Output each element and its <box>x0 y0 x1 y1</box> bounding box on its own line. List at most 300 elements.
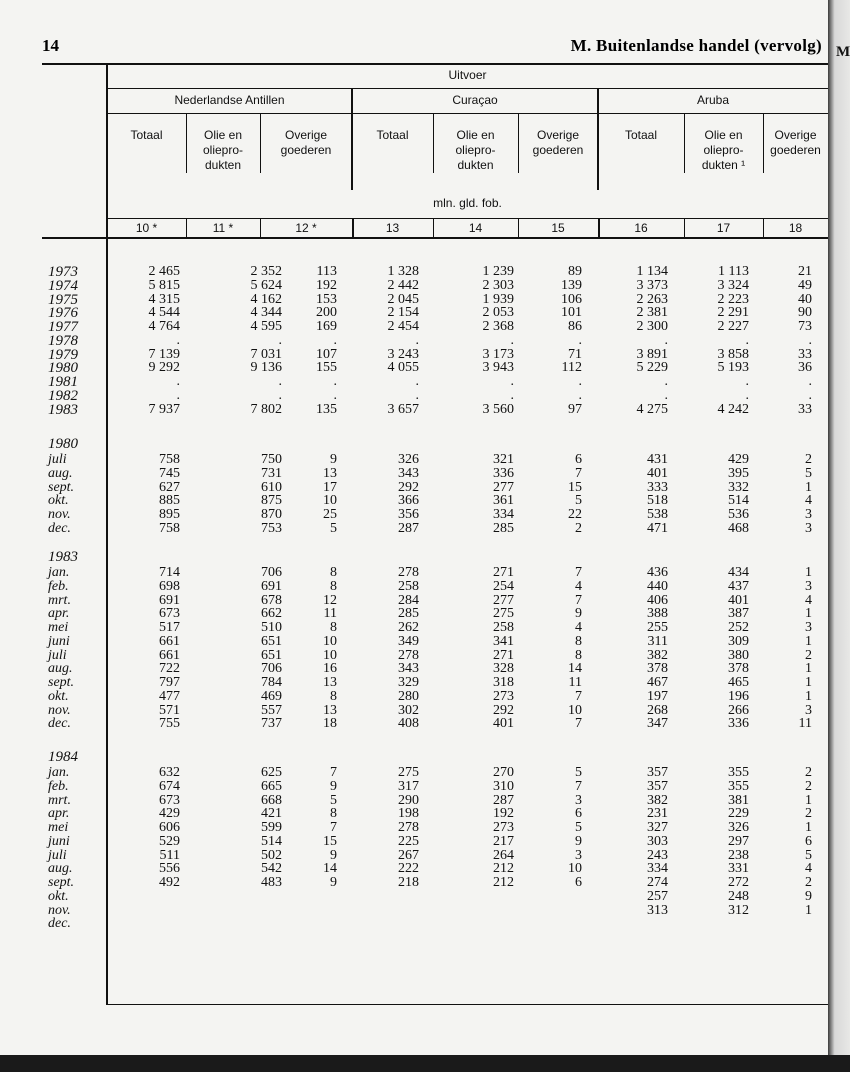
cell-value: 625 <box>261 765 282 780</box>
table-row <box>0 508 828 522</box>
cell-value: 336 <box>728 716 749 732</box>
cell-value: 468 <box>728 520 749 536</box>
cell-value: 273 <box>493 688 514 704</box>
cell-value: 542 <box>261 861 282 877</box>
cell-value: 275 <box>493 606 514 622</box>
cell-value: 571 <box>159 702 180 718</box>
cell-value: 3 <box>805 702 812 718</box>
cell-value: 599 <box>261 820 282 835</box>
row-label: 1975 <box>48 291 78 308</box>
row-label: dec. <box>48 916 71 932</box>
cell-value: 750 <box>261 452 282 467</box>
cell-value: 275 <box>398 765 419 780</box>
cell-value: 11 <box>798 716 812 732</box>
cell-value: 401 <box>647 465 668 481</box>
cell-value: 4 242 <box>717 401 749 417</box>
header-region: Curaçao <box>452 93 498 107</box>
cell-value: 536 <box>728 507 749 522</box>
cell-value: . <box>808 332 812 348</box>
row-label: juni <box>48 833 70 849</box>
cell-value: 4 275 <box>636 401 668 417</box>
cell-value: . <box>278 374 282 389</box>
cell-value: 17 <box>323 479 337 495</box>
cell-value: 469 <box>261 688 282 704</box>
cell-value: 706 <box>261 565 282 580</box>
rule <box>107 218 828 219</box>
cell-value: 2 <box>805 452 812 467</box>
table-row <box>0 375 828 389</box>
cell-value: . <box>176 387 180 403</box>
cell-value: 262 <box>398 620 419 635</box>
cell-value: 349 <box>398 633 419 649</box>
row-label: nov. <box>48 702 71 718</box>
cell-value: 10 <box>323 647 337 663</box>
table-row <box>0 635 828 649</box>
cell-value: 1 <box>805 675 812 690</box>
row-label: aug. <box>48 861 73 877</box>
cell-value: 2 381 <box>636 305 668 321</box>
cell-value: 2 <box>805 806 812 822</box>
cell-value: 6 <box>805 833 812 849</box>
cell-value: 661 <box>159 633 180 649</box>
cell-value: 4 544 <box>148 305 180 321</box>
cell-value: 401 <box>728 592 749 608</box>
cell-value: 327 <box>647 820 668 835</box>
cell-value: 9 <box>575 833 582 849</box>
cell-value: 674 <box>159 778 180 794</box>
cell-value: 40 <box>798 291 812 307</box>
section-title: M. Buitenlandse handel (vervolg) <box>570 36 822 55</box>
cell-value: 1 <box>805 606 812 622</box>
cell-value: 510 <box>261 620 282 635</box>
cell-value: 303 <box>647 833 668 849</box>
cell-value: 267 <box>398 847 419 863</box>
cell-value: 875 <box>261 493 282 509</box>
cell-value: 90 <box>798 305 812 321</box>
cell-value: 333 <box>647 479 668 495</box>
table-row <box>0 717 828 731</box>
cell-value: 6 <box>575 806 582 822</box>
cell-value: 8 <box>330 578 337 594</box>
cell-value: . <box>333 332 337 348</box>
row-label: nov. <box>48 507 71 522</box>
cell-value: 406 <box>647 592 668 608</box>
cell-value: . <box>333 387 337 403</box>
row-label: 1973 <box>48 264 78 280</box>
cell-value: 33 <box>798 401 812 417</box>
column-number: 15 <box>551 221 565 235</box>
cell-value: 287 <box>493 792 514 808</box>
cell-value: 2 053 <box>482 305 514 321</box>
cell-value: 97 <box>568 401 582 417</box>
column-number: 16 <box>634 221 648 235</box>
cell-value: 492 <box>159 875 180 890</box>
cell-value: 313 <box>647 902 668 918</box>
cell-value: 310 <box>493 778 514 794</box>
cell-value: 332 <box>728 479 749 495</box>
cell-value: 388 <box>647 606 668 622</box>
cell-value: 357 <box>647 765 668 780</box>
cell-value: 328 <box>493 661 514 677</box>
cell-value: . <box>415 332 419 348</box>
cell-value: 198 <box>398 806 419 822</box>
cell-value: 264 <box>493 847 514 863</box>
cell-value: 8 <box>330 565 337 580</box>
cell-value: 7 <box>575 592 582 608</box>
cell-value: 467 <box>647 675 668 690</box>
next-page-edge <box>828 0 850 1055</box>
cell-value: 274 <box>647 875 668 890</box>
cell-value: 222 <box>398 861 419 877</box>
cell-value: 278 <box>398 647 419 663</box>
row-label: sept. <box>48 875 75 890</box>
cell-value: 758 <box>159 520 180 536</box>
cell-value: 610 <box>261 479 282 495</box>
cell-value: 440 <box>647 578 668 594</box>
cell-value: 212 <box>493 861 514 877</box>
cell-value: . <box>664 332 668 348</box>
cell-value: . <box>745 374 749 389</box>
row-label: nov. <box>48 902 71 918</box>
column-header: Totaal <box>376 128 409 142</box>
row-label: 1981 <box>48 374 78 390</box>
cell-value: 89 <box>568 264 582 279</box>
cell-value: 5 815 <box>148 277 180 293</box>
cell-value: 311 <box>647 633 668 649</box>
cell-value: 107 <box>316 346 337 362</box>
cell-value: 9 <box>575 606 582 622</box>
cell-value: 7 <box>575 688 582 704</box>
cell-value: 731 <box>261 465 282 481</box>
cell-value: . <box>808 374 812 389</box>
cell-value: . <box>578 374 582 389</box>
cell-value: 9 <box>330 778 337 794</box>
cell-value: 2 <box>805 778 812 794</box>
cell-value: 10 <box>323 493 337 509</box>
cell-value: . <box>664 374 668 389</box>
row-label: feb. <box>48 778 69 794</box>
cell-value: 317 <box>398 778 419 794</box>
cell-value: 11 <box>323 606 337 622</box>
cell-value: 297 <box>728 833 749 849</box>
cell-value: 691 <box>159 592 180 608</box>
cell-value: 1 134 <box>636 264 668 279</box>
cell-value: 8 <box>330 688 337 704</box>
cell-value: 217 <box>493 833 514 849</box>
cell-value: 7 <box>575 778 582 794</box>
cell-value: 14 <box>323 861 337 877</box>
cell-value: 290 <box>398 792 419 808</box>
cell-value: 355 <box>728 778 749 794</box>
cell-value: 9 <box>330 847 337 863</box>
table-row <box>0 580 828 594</box>
cell-value: . <box>510 387 514 403</box>
cell-value: 477 <box>159 688 180 704</box>
cell-value: 5 <box>330 792 337 808</box>
row-label: juli <box>48 452 67 467</box>
cell-value: 7 <box>575 565 582 580</box>
cell-value: 5 <box>575 493 582 509</box>
cell-value: . <box>664 387 668 403</box>
cell-value: 3 <box>805 620 812 635</box>
table-header-bottom-rule <box>42 237 828 239</box>
row-label: mrt. <box>48 592 71 608</box>
cell-value: . <box>578 387 582 403</box>
cell-value: 4 344 <box>250 305 282 321</box>
cell-value: . <box>510 374 514 389</box>
cell-value: 529 <box>159 833 180 849</box>
next-page-letter: M <box>836 44 850 60</box>
cell-value: 753 <box>261 520 282 536</box>
cell-value: 2 300 <box>636 319 668 334</box>
cell-value: 277 <box>493 479 514 495</box>
cell-value: 885 <box>159 493 180 509</box>
cell-value: 18 <box>323 716 337 732</box>
table-row <box>0 890 828 904</box>
cell-value: 4 <box>575 620 582 635</box>
cell-value: . <box>176 374 180 389</box>
cell-value: 12 <box>323 592 337 608</box>
cell-value: 1 239 <box>482 264 514 279</box>
cell-value: 277 <box>493 592 514 608</box>
cell-value: 673 <box>159 606 180 622</box>
column-header: Totaal <box>130 128 163 142</box>
row-label: sept. <box>48 479 75 495</box>
cell-value: 3 <box>805 520 812 536</box>
cell-value: 502 <box>261 847 282 863</box>
cell-value: 7 802 <box>250 401 282 417</box>
cell-value: 437 <box>728 578 749 594</box>
table-row <box>0 780 828 794</box>
column-header: Olie en oliepro- dukten <box>455 128 496 172</box>
cell-value: 3 373 <box>636 277 668 293</box>
row-label: mrt. <box>48 792 71 808</box>
cell-value: . <box>808 387 812 403</box>
cell-value: 268 <box>647 702 668 718</box>
cell-value: 429 <box>159 806 180 822</box>
cell-value: 4 <box>805 493 812 509</box>
cell-value: . <box>278 387 282 403</box>
cell-value: 758 <box>159 452 180 467</box>
cell-value: 33 <box>798 346 812 362</box>
cell-value: 334 <box>647 861 668 877</box>
cell-value: 378 <box>647 661 668 677</box>
row-label: 1980 <box>48 360 78 377</box>
cell-value: 318 <box>493 675 514 690</box>
cell-value: 651 <box>261 633 282 649</box>
cell-value: 797 <box>159 675 180 690</box>
section-heading <box>0 437 828 451</box>
cell-value: 382 <box>647 792 668 808</box>
cell-value: 2 442 <box>387 277 419 293</box>
cell-value: 3 <box>575 847 582 863</box>
cell-value: 895 <box>159 507 180 522</box>
cell-value: 1 113 <box>718 264 749 279</box>
cell-value: 378 <box>728 661 749 677</box>
cell-value: 465 <box>728 675 749 690</box>
table-row <box>0 821 828 835</box>
cell-value: 112 <box>561 360 582 376</box>
row-label: okt. <box>48 688 69 704</box>
cell-value: 4 595 <box>250 319 282 334</box>
cell-value: 3 560 <box>482 401 514 417</box>
row-label: 1979 <box>48 346 78 363</box>
cell-value: 248 <box>728 888 749 904</box>
cell-value: 13 <box>323 465 337 481</box>
column-number: 13 <box>385 221 400 235</box>
header-unit: mln. gld. fob. <box>433 196 502 210</box>
cell-value: 309 <box>728 633 749 649</box>
table-row <box>0 621 828 635</box>
cell-value: 665 <box>261 778 282 794</box>
cell-value: 312 <box>728 902 749 918</box>
row-label: jan. <box>48 765 70 780</box>
cell-value: 334 <box>493 507 514 522</box>
cell-value: 7 <box>330 820 337 835</box>
cell-value: 3 173 <box>482 346 514 362</box>
cell-value: 651 <box>261 647 282 663</box>
cell-value: 2 <box>805 875 812 890</box>
cell-value: 511 <box>159 847 180 863</box>
cell-value: 355 <box>728 765 749 780</box>
table-bottom-rule <box>107 1004 828 1005</box>
cell-value: 292 <box>398 479 419 495</box>
cell-value: 252 <box>728 620 749 635</box>
table-row <box>0 690 828 704</box>
row-label: apr. <box>48 806 70 822</box>
cell-value: 5 <box>330 520 337 536</box>
cell-value: . <box>176 332 180 348</box>
table-row <box>0 320 828 334</box>
cell-value: 514 <box>261 833 282 849</box>
cell-value: 1 <box>805 902 812 918</box>
cell-value: 5 <box>805 465 812 481</box>
cell-value: 514 <box>728 493 749 509</box>
cell-value: . <box>745 332 749 348</box>
cell-value: 196 <box>728 688 749 704</box>
rule <box>107 88 828 89</box>
table-row <box>0 835 828 849</box>
cell-value: 395 <box>728 465 749 481</box>
cell-value: 1 <box>805 792 812 808</box>
cell-value: 2 465 <box>148 264 180 279</box>
cell-value: 755 <box>159 716 180 732</box>
table-row <box>0 389 828 403</box>
cell-value: 292 <box>493 702 514 718</box>
table-row <box>0 766 828 780</box>
table-row <box>0 361 828 375</box>
cell-value: 7 139 <box>148 346 180 362</box>
column-header: Overige goederen <box>770 128 821 157</box>
cell-value: 73 <box>798 319 812 334</box>
cell-value: 2 263 <box>636 291 668 307</box>
cell-value: 3 858 <box>717 346 749 362</box>
cell-value: 7 <box>330 765 337 780</box>
cell-value: 2 352 <box>250 264 282 279</box>
cell-value: 326 <box>398 452 419 467</box>
table-row <box>0 917 828 931</box>
cell-value: 169 <box>316 319 337 334</box>
row-label: 1982 <box>48 387 78 404</box>
cell-value: 5 229 <box>636 360 668 376</box>
cell-value: 3 943 <box>482 360 514 376</box>
row-label: okt. <box>48 888 69 904</box>
cell-value: 321 <box>493 452 514 467</box>
cell-value: 1 <box>805 820 812 835</box>
cell-value: 273 <box>493 820 514 835</box>
row-label: 1983 <box>48 401 78 418</box>
cell-value: 336 <box>493 465 514 481</box>
cell-value: 382 <box>647 647 668 663</box>
cell-value: 86 <box>568 319 582 334</box>
cell-value: 192 <box>316 277 337 293</box>
header-group: Uitvoer <box>448 68 487 82</box>
cell-value: 4 764 <box>148 319 180 334</box>
cell-value: 347 <box>647 716 668 732</box>
cell-value: 5 624 <box>250 277 282 293</box>
cell-value: 9 <box>330 875 337 890</box>
row-label: dec. <box>48 716 71 732</box>
cell-value: 380 <box>728 647 749 663</box>
cell-value: 361 <box>493 493 514 509</box>
cell-value: 1 <box>805 479 812 495</box>
cell-value: 2 <box>575 520 582 536</box>
cell-value: 343 <box>398 465 419 481</box>
column-number: 14 <box>468 221 483 235</box>
column-number: 17 <box>716 221 731 235</box>
cell-value: 284 <box>398 592 419 608</box>
column-number: 10 * <box>135 221 158 235</box>
cell-value: 2 045 <box>387 291 419 307</box>
cell-value: 421 <box>261 806 282 822</box>
cell-value: 5 <box>575 820 582 835</box>
cell-value: 270 <box>493 765 514 780</box>
cell-value: 8 <box>330 806 337 822</box>
cell-value: 15 <box>568 479 582 495</box>
column-number: 11 * <box>212 221 234 235</box>
cell-value: 3 <box>805 578 812 594</box>
cell-value: 343 <box>398 661 419 677</box>
cell-value: 2 154 <box>387 305 419 321</box>
cell-value: 254 <box>493 578 514 594</box>
cell-value: 5 <box>805 847 812 863</box>
row-label: mei <box>48 620 69 635</box>
page-number: 14 <box>42 36 59 55</box>
column-header: Totaal <box>624 128 658 142</box>
cell-value: 606 <box>159 820 180 835</box>
table-row <box>0 566 828 580</box>
row-label: aug. <box>48 465 73 481</box>
cell-value: 10 <box>568 861 582 877</box>
cell-value: 518 <box>647 493 668 509</box>
cell-value: 139 <box>561 277 582 293</box>
cell-value: 698 <box>159 578 180 594</box>
cell-value: 4 055 <box>387 360 419 376</box>
cell-value: 2 303 <box>482 277 514 293</box>
cell-value: 49 <box>798 277 812 293</box>
cell-value: 8 <box>575 633 582 649</box>
cell-value: 436 <box>647 565 668 580</box>
cell-value: 632 <box>159 765 180 780</box>
cell-value: 3 891 <box>636 346 668 362</box>
cell-value: 101 <box>561 305 582 321</box>
cell-value: 870 <box>261 507 282 522</box>
column-header: Overige goederen <box>280 128 332 157</box>
header-region: Aruba <box>696 93 730 107</box>
cell-value: 434 <box>728 565 749 580</box>
cell-value: 6 <box>575 452 582 467</box>
row-label: apr. <box>48 606 70 622</box>
